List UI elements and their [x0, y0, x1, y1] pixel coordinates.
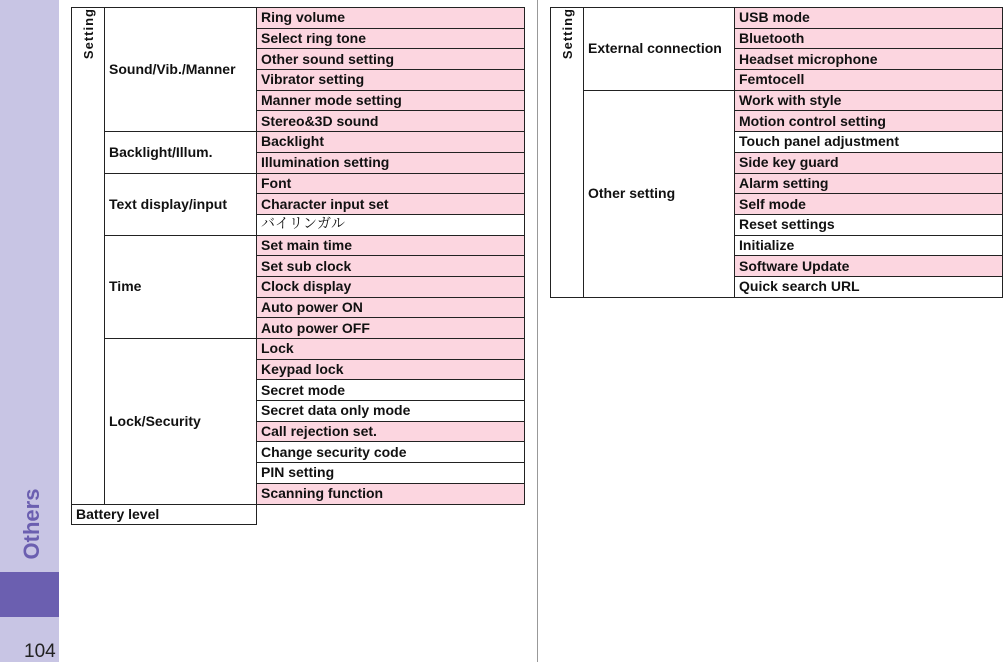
menu-item: Manner mode setting [257, 90, 525, 111]
menu-item: バイリンガル [257, 214, 525, 235]
menu-item: Font [257, 173, 525, 194]
settings-table-left [71, 7, 525, 525]
menu-item: Call rejection set. [257, 421, 525, 442]
settings-table-right [550, 7, 1003, 298]
menu-item: Set main time [257, 235, 525, 256]
category-cell: Other setting [584, 90, 735, 297]
menu-item: Clock display [257, 276, 525, 297]
menu-item: Alarm setting [735, 173, 1003, 194]
menu-item: Touch panel adjustment [735, 132, 1003, 153]
menu-item: Reset settings [735, 214, 1003, 235]
menu-item: Initialize [735, 235, 1003, 256]
column-divider [537, 0, 538, 662]
menu-item: Quick search URL [735, 276, 1003, 297]
category-cell: Lock/Security [105, 339, 257, 505]
category-cell: Time [105, 235, 257, 338]
menu-item: Set sub clock [257, 256, 525, 277]
menu-item: USB mode [735, 8, 1003, 29]
menu-item: PIN setting [257, 463, 525, 484]
menu-item: Side key guard [735, 152, 1003, 173]
menu-item: Secret data only mode [257, 401, 525, 422]
category-cell: External connection [584, 8, 735, 91]
menu-item: Vibrator setting [257, 70, 525, 91]
menu-item: Secret mode [257, 380, 525, 401]
menu-item: Software Update [735, 256, 1003, 277]
menu-item: Lock [257, 339, 525, 360]
menu-item: Ring volume [257, 8, 525, 29]
menu-item: Work with style [735, 90, 1003, 111]
menu-item: Other sound setting [257, 49, 525, 70]
menu-item: Self mode [735, 194, 1003, 215]
menu-item: Bluetooth [735, 28, 1003, 49]
menu-item: Motion control setting [735, 111, 1003, 132]
menu-item: Femtocell [735, 70, 1003, 91]
menu-item: Illumination setting [257, 152, 525, 173]
menu-item: Character input set [257, 194, 525, 215]
menu-item: Scanning function [257, 483, 525, 504]
page-number: 104 [24, 641, 56, 662]
menu-item: Select ring tone [257, 28, 525, 49]
category-cell: Sound/Vib./Manner [105, 8, 257, 132]
category-cell: Backlight/Illum. [105, 132, 257, 173]
menu-item: Keypad lock [257, 359, 525, 380]
group-label-setting: Setting [72, 8, 105, 505]
section-tab-marker [0, 572, 59, 617]
menu-item: Headset microphone [735, 49, 1003, 70]
battery-level-row: Battery level [72, 504, 257, 525]
category-cell: Text display/input [105, 173, 257, 235]
menu-item: Backlight [257, 132, 525, 153]
menu-item: Change security code [257, 442, 525, 463]
section-label: Others [19, 488, 44, 560]
menu-item: Auto power OFF [257, 318, 525, 339]
menu-item: Stereo&3D sound [257, 111, 525, 132]
menu-item: Auto power ON [257, 297, 525, 318]
group-label-setting: Setting [551, 8, 584, 298]
